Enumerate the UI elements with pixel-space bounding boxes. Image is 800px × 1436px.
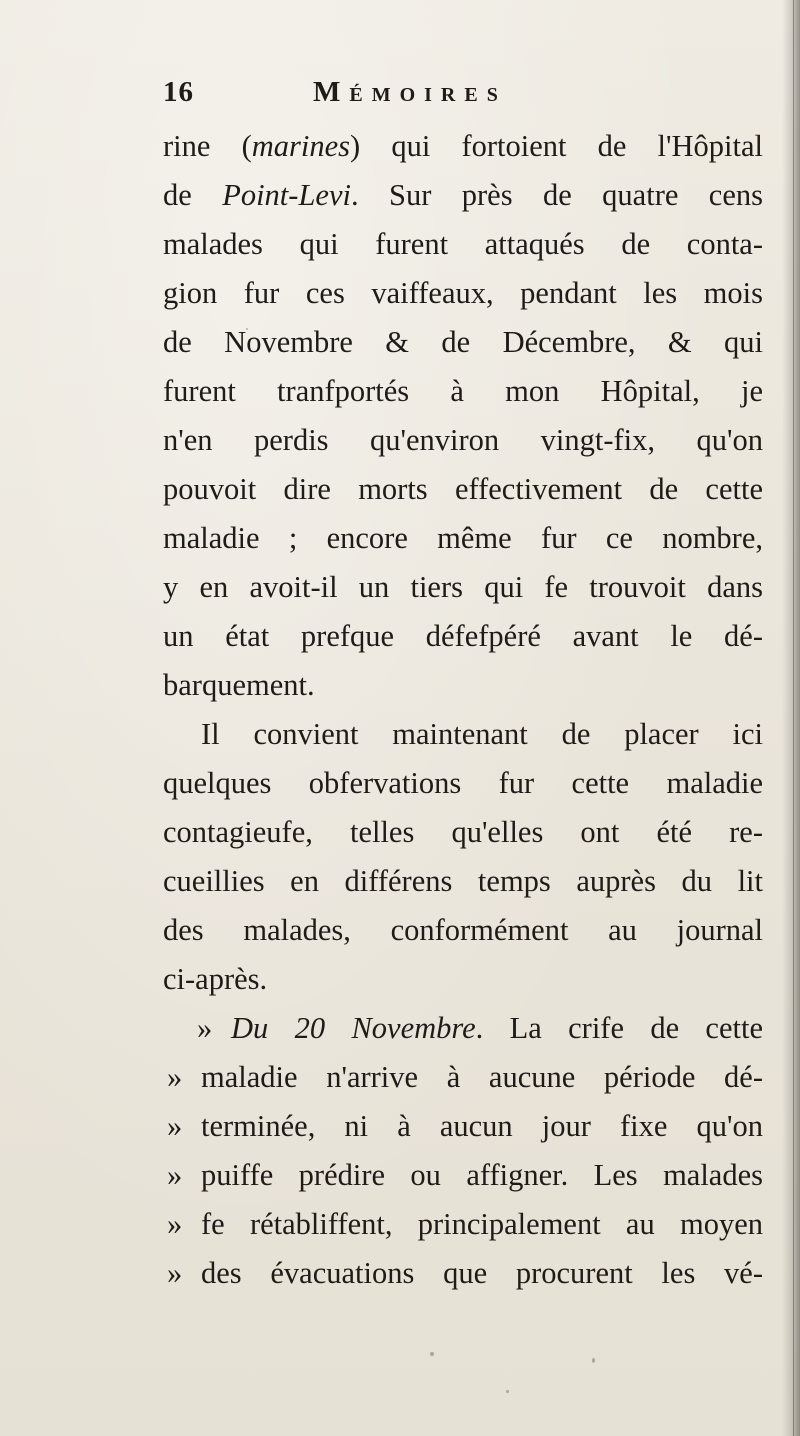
quote-line: » fe rétabliffent, principalement au moyen [163,1200,763,1249]
text-line: furent tranfportés à mon Hôpital, je [163,374,763,408]
paper-speck [430,1352,434,1356]
text-line: quelques obfervations fur cette maladie [163,766,763,800]
quote-mark: » [167,1207,183,1241]
page-number: 16 [163,76,194,108]
text-line: cueillies en différens temps auprès du lit [163,864,763,898]
body-text [163,122,763,1298]
text-line: gion fur ces vaiffeaux, pendant les mois [163,276,763,310]
page-edge-line [793,0,794,1436]
quote-mark: » [167,1060,183,1094]
quote-line: » Du 20 Novembre. La crife de cette [163,1004,763,1053]
text-line: y en avoit-il un tiers qui fe trouvoit dans [163,570,763,604]
quote-mark: » [167,1256,183,1290]
text-line: de Novembre & de Décembre, & qui [163,325,763,359]
quote-mark: » [167,1109,183,1143]
quote-mark: » [167,1158,183,1192]
page-edge-shadow [782,0,800,1436]
paper-speck [592,1358,595,1363]
paragraph-first-line: Il convient maintenant de placer ici [201,717,763,751]
paper-speck [506,1390,509,1393]
text-line: malades qui furent attaqués de conta- [163,227,763,261]
text-line: ci-après. [163,962,268,996]
text-line: rine (marines) qui fortoient de l'Hôpital [163,129,763,163]
quote-mark: » [197,1011,213,1045]
quote-line: » terminée, ni à aucun jour fixe qu'on [163,1102,763,1151]
text-line: n'en perdis qu'environ vingt-fix, qu'on [163,423,763,457]
text-line: maladie ; encore même fur ce nombre, [163,521,763,555]
quote-line: » maladie n'arrive à aucune période dé- [163,1053,763,1102]
running-title: Mémoires [313,76,507,108]
quote-line: » puiffe prédire ou affigner. Les malades [163,1151,763,1200]
journal-date: Du 20 Novembre [231,1011,476,1045]
text-line: pouvoit dire morts effectivement de cette [163,472,763,506]
text-line: un état prefque défefpéré avant le dé- [163,619,763,653]
paper-speck [246,328,248,330]
text-line: contagieufe, telles qu'elles ont été re- [163,815,763,849]
text-line: barquement. [163,668,315,702]
text-line: des malades, conformément au journal [163,913,763,947]
running-head [163,72,623,112]
text-line: de Point-Levi. Sur près de quatre cens [163,178,763,212]
quote-line: » des évacuations que procurent les vé- [163,1249,763,1298]
